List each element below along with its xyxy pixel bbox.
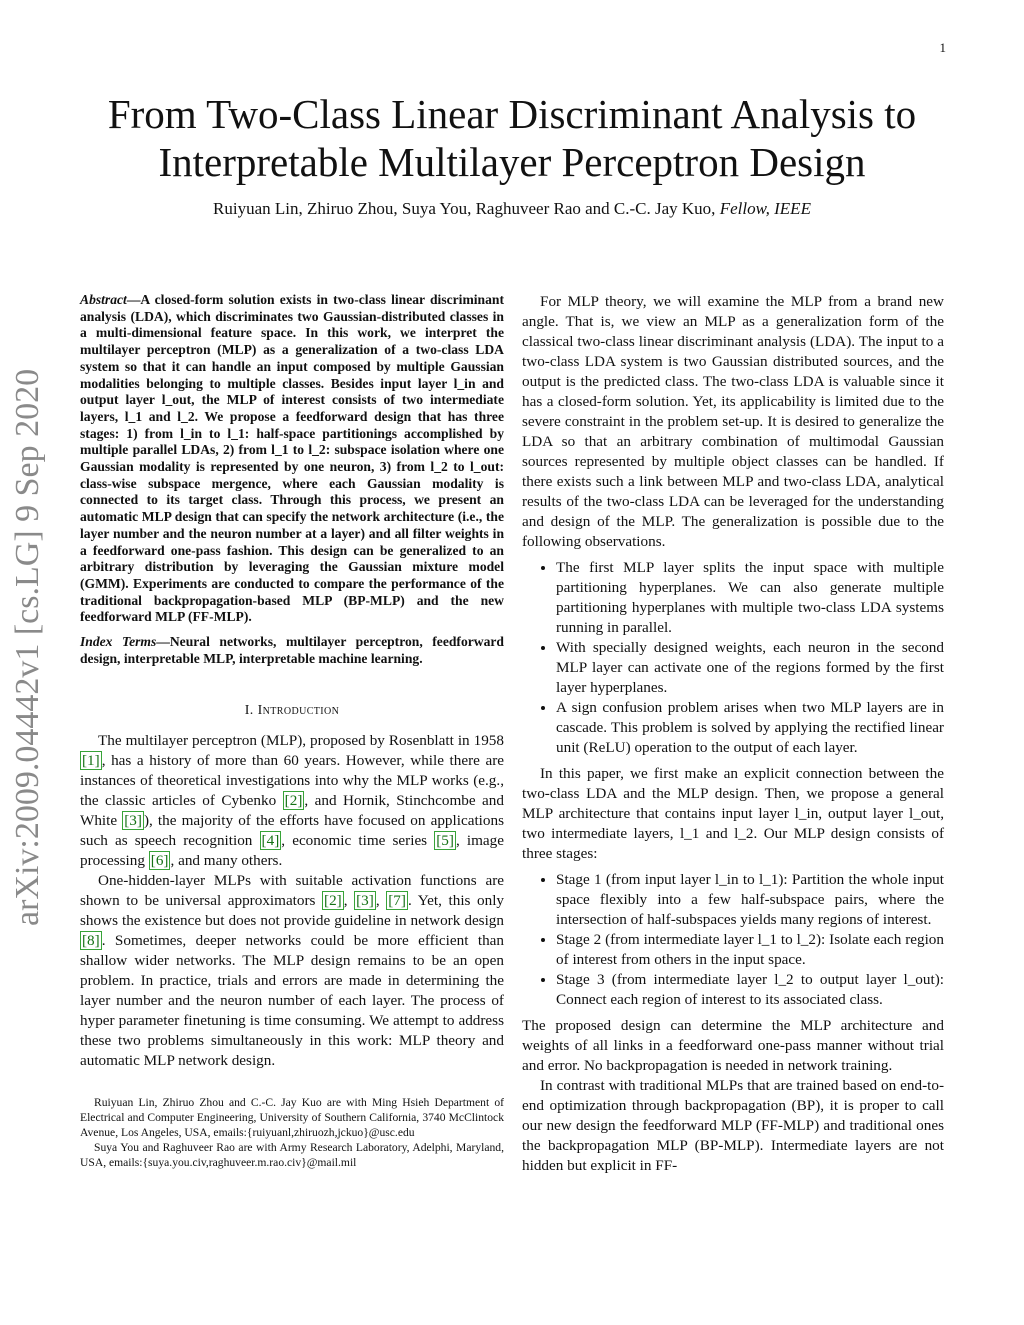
abstract [80,292,504,626]
text-run: , has a history of more than 60 years. However, while there are instances of theoretical investigations into why the MLP works (e.g., the classic articles of Cybenko [80,752,504,810]
citation-link[interactable]: [2] [284,792,303,810]
citation-link[interactable]: [4] [261,832,280,850]
right-paragraph-3: The proposed design can determine the MLP architecture and weights of all links in a feedforward one-pass manner without trial and error. No backpropagation is needed in network training. [522,1017,944,1074]
text-run: ), the majority of the efforts have focused on applications such as speech recognition [80,812,504,850]
citation-link[interactable]: [7] [388,892,406,910]
index-terms [80,634,504,667]
citation-link[interactable]: [3] [356,892,374,910]
list-item: • With specially designed weights, each neuron in the second MLP layer can activate one of the regions formed by the first layer hyperplanes. [556,638,944,698]
list-item: • The first MLP layer splits the input space with multiple partitioning hyperplanes. We can also generate multiple partitioning hyperplanes with multiple two-class LDA systems running in parallel. [556,558,944,638]
list-item: • Stage 2 (from intermediate layer l_1 to l_2): Isolate each region of interest from others in the input space. [556,930,944,970]
text-run: . Yet, this only shows the existence but does not provide guideline in network design [80,892,505,930]
text-run: , economic time series [281,832,435,850]
intro-paragraph-1 [80,731,504,871]
text-run: One-hidden-layer MLPs with suitable activation functions are shown to be universal approximators [80,872,504,910]
page-number: 1 [939,40,946,55]
section-heading-introduction [80,703,504,719]
author-fellow: Fellow, IEEE [719,199,811,218]
text-run: , and Hornik, Stinchcombe and White [80,792,504,830]
observation-list [522,558,944,758]
abstract-dash: — [126,292,141,307]
text-run: , [343,892,355,910]
list-item: • Stage 1 (from input layer l_in to l_1): Partition the whole input space flexibly into a few half-subspace pairs, where the intersection of half-subspaces yields many regions of interest. [556,870,944,930]
right-paragraph-1: For MLP theory, we will examine the MLP from a brand new angle. That is, we view an MLP as a generalization form of the classical two-class linear discriminant analysis (LDA). The input to a two-class LDA system is two Gaussian distributed sources, and the output is the predicted class. The two-class LDA is valuable since it has a closed-form solution. Yet, its applicability is limited due to the severe constraint in the problem set-up. It is desired to generalize the LDA so that an arbitrary combination of multimodal Gaussian sources represented by multiple object classes can be handled. If there exists such a link between MLP and two-class LDA, analytical results of the two-class LDA can be leveraged for the understanding and design of the MLP. The generalization is possible due to the following observations. [522,293,944,550]
section-number: I. [244,703,258,719]
footnotes [80,1095,504,1170]
list-item: • A sign confusion problem arises when two MLP layers are in cascade. This problem is solved by applying the rectified linear unit (ReLU) operation to the output of each layer. [556,698,944,758]
abstract-text: A closed-form solution exists in two-class linear discriminant analysis (LDA), which discriminates two Gaussian-distributed classes in a multi-dimensional feature space. In this work, we interpret the multilayer perceptron (MLP) as a generalization of a two-class LDA system so that it can handle an input composed by multiple Gaussian modalities belonging to multiple classes. Besides input layer l_in and output layer l_out, the MLP of interest consists of two intermediate layers, l_1 and l_2. We propose a feedforward design that has three stages: 1) from l_in to l_1: half-space partitionings accomplished by multiple parallel LDAs, 2) from l_1 to l_2: subspace isolation where one Gaussian modality is represented by one neuron, 3) from l_2 to l_out: class-wise subspace mergence, where each Gaussian modality is connected to its target class. Through this process, we present an automatic MLP design that can specify the network architecture (i.e., the layer number and the neuron number at a layer) and all filter weights in a feedforward one-pass fashion. This design can be generalized to an arbitrary distribution by leveraging the Gaussian mixture model (GMM). Experiments are conducted to compare the performance of the traditional backpropagation-based MLP (BP-MLP) and the new feedforward MLP (FF-MLP). [80,292,504,625]
text-run: , and many others. [170,852,283,870]
arxiv-stamp: arXiv:2009.04442v1 [cs.LG] 9 Sep 2020 [9,368,46,926]
index-terms-dash: — [156,634,170,650]
citation-link[interactable]: [1] [82,752,100,770]
text-run: . Sometimes, deeper networks could be more efficient than shallow wider networks. The MLP design remains to be an open problem. In practice, trials and errors are made in determining the layer number and the neuron number of each layer. The process of hyper parameter finetuning is time consuming. We attempt to address these two problems simultaneously in this work: MLP theory and automatic MLP network design. [80,932,504,1070]
paper-title: From Two-Class Linear Discriminant Analysis to Interpretable Multilayer Perceptron Design [107,91,917,185]
citation-link[interactable]: [2] [324,892,342,910]
left-column [80,292,504,1170]
index-terms-text: Neural networks, multilayer perceptron, feedforward design, interpretable MLP, interpretable machine learning. [80,634,504,666]
footnote-affiliation-usc: Ruiyuan Lin, Zhiruo Zhou and C.-C. Jay Kuo are with Ming Hsieh Department of Electrical and Computer Engineering, University of Southern California, 3740 McClintock Avenue, Los Angeles, USA, emails:{ruiyuanl,zhiruozh,jckuo}@usc.edu [80,1096,504,1140]
right-paragraph-2: In this paper, we first make an explicit connection between the two-class LDA and the MLP design. Then, we propose a general MLP architecture that contains input layer l_in, output layer l_out, two intermediate layers, l_1 and l_2. Our MLP design consists of three stages: [522,765,944,862]
index-terms-lead: Index Terms [80,634,157,650]
intro-paragraph-2 [80,871,504,1071]
citation-link[interactable]: [6] [150,852,169,870]
author-list [60,199,964,219]
abstract-lead: Abstract [80,292,127,307]
citation-link[interactable]: [3] [124,812,142,830]
citation-link[interactable]: [8] [82,932,100,950]
right-column [522,292,944,1176]
footnote-affiliation-arl: Suya You and Raghuveer Rao are with Army Research Laboratory, Adelphi, Maryland, USA, emails:{suya.you.civ,raghuveer.m.rao.civ}@mail.mil [80,1141,504,1170]
right-paragraph-4: In contrast with traditional MLPs that are trained based on end-to-end optimization through backpropagation (BP), it is proper to call our new design the feedforward MLP (FF-MLP) and traditional ones the backpropagation MLP (BP-MLP). Intermediate layers are not hidden but explicit in FF- [522,1077,944,1174]
list-item: • Stage 3 (from intermediate layer l_2 to output layer l_out): Connect each region of interest to its associated class. [556,970,944,1010]
text-run: , image processing [80,832,504,870]
author-names: Ruiyuan Lin, Zhiruo Zhou, Suya You, Raghuveer Rao and C.-C. Jay Kuo, [213,199,720,218]
section-title: Introduction [257,703,340,719]
stage-list [522,870,944,1010]
text-run: , [375,892,387,910]
text-run: The multilayer perceptron (MLP), proposed by Rosenblatt in 1958 [98,732,504,750]
citation-link[interactable]: [5] [436,832,454,850]
